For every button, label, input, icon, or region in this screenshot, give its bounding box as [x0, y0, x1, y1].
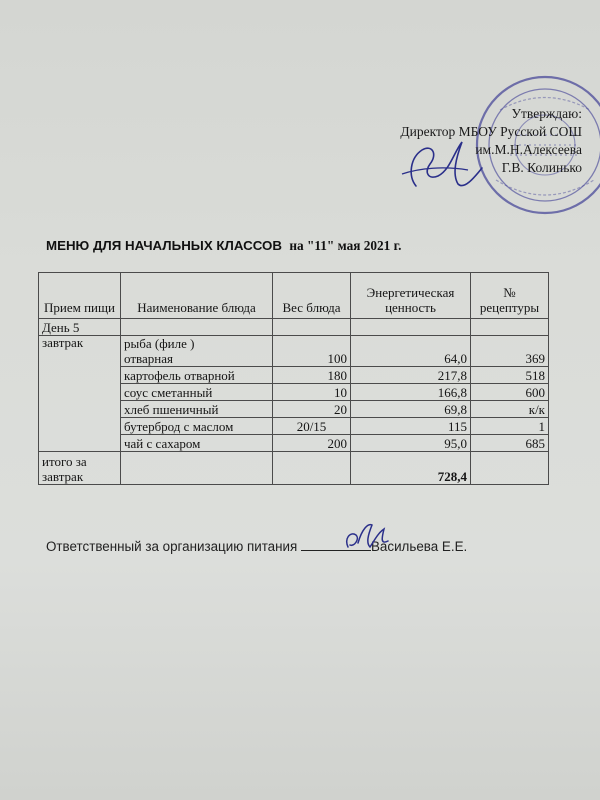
day-label: День 5: [39, 319, 121, 336]
dish-name: соус сметанный: [121, 384, 273, 401]
dish-name: хлеб пшеничный: [121, 401, 273, 418]
total-label-line: завтрак: [42, 469, 84, 484]
dish-name: [121, 336, 273, 367]
header-cell: Прием пищи: [39, 273, 121, 319]
dish-weight: 180: [273, 367, 351, 384]
approver-name: Г.В. Колинько: [501, 160, 582, 175]
dish-recipe: 600: [471, 384, 549, 401]
dish-recipe: к/к: [471, 401, 549, 418]
dish-energy: 115: [351, 418, 471, 435]
director-signature: [398, 128, 488, 198]
dish-weight: 20: [273, 401, 351, 418]
dish-name-line: рыба (филе ): [124, 336, 195, 351]
dish-weight: 10: [273, 384, 351, 401]
menu-table: [38, 272, 549, 485]
responsible-label: Ответственный за организацию питания: [46, 539, 298, 554]
document-title: [46, 238, 402, 254]
total-label: [39, 452, 121, 485]
meal-label: завтрак: [39, 336, 121, 452]
table-header-row: [39, 273, 549, 319]
title-text: МЕНЮ ДЛЯ НАЧАЛЬНЫХ КЛАССОВ: [46, 238, 282, 253]
dish-energy: 95,0: [351, 435, 471, 452]
responsible-line: [46, 538, 467, 554]
dish-energy: 69,8: [351, 401, 471, 418]
dish-weight: 200: [273, 435, 351, 452]
responsible-name: Васильева Е.Е.: [371, 539, 468, 554]
dish-weight: 20/15: [273, 418, 351, 435]
header-cell: № рецептуры: [471, 273, 549, 319]
dish-name: чай с сахаром: [121, 435, 273, 452]
table-row: [39, 336, 549, 367]
header-cell: Вес блюда: [273, 273, 351, 319]
dish-name: картофель отварной: [121, 367, 273, 384]
day-row: [39, 319, 549, 336]
total-energy: 728,4: [351, 452, 471, 485]
header-cell: Энергетическая ценность: [351, 273, 471, 319]
dish-name: бутерброд с маслом: [121, 418, 273, 435]
dish-energy: 166,8: [351, 384, 471, 401]
approval-heading: Утверждаю:: [511, 106, 582, 121]
dish-weight: 100: [273, 336, 351, 367]
responsible-signature: [338, 517, 398, 555]
dish-energy: 217,8: [351, 367, 471, 384]
dish-recipe: 369: [471, 336, 549, 367]
dish-name-line: отварная: [124, 351, 173, 366]
dish-energy: 64,0: [351, 336, 471, 367]
dish-recipe: 685: [471, 435, 549, 452]
approver-position: Директор МБОУ Русской СОШ: [400, 124, 582, 139]
header-cell: Наименование блюда: [121, 273, 273, 319]
total-row: [39, 452, 549, 485]
dish-recipe: 1: [471, 418, 549, 435]
dish-recipe: 518: [471, 367, 549, 384]
school-name: им.М.Н.Алексеева: [475, 142, 582, 157]
total-label-line: итого за: [42, 454, 87, 469]
title-date: на "11" мая 2021 г.: [289, 238, 402, 253]
